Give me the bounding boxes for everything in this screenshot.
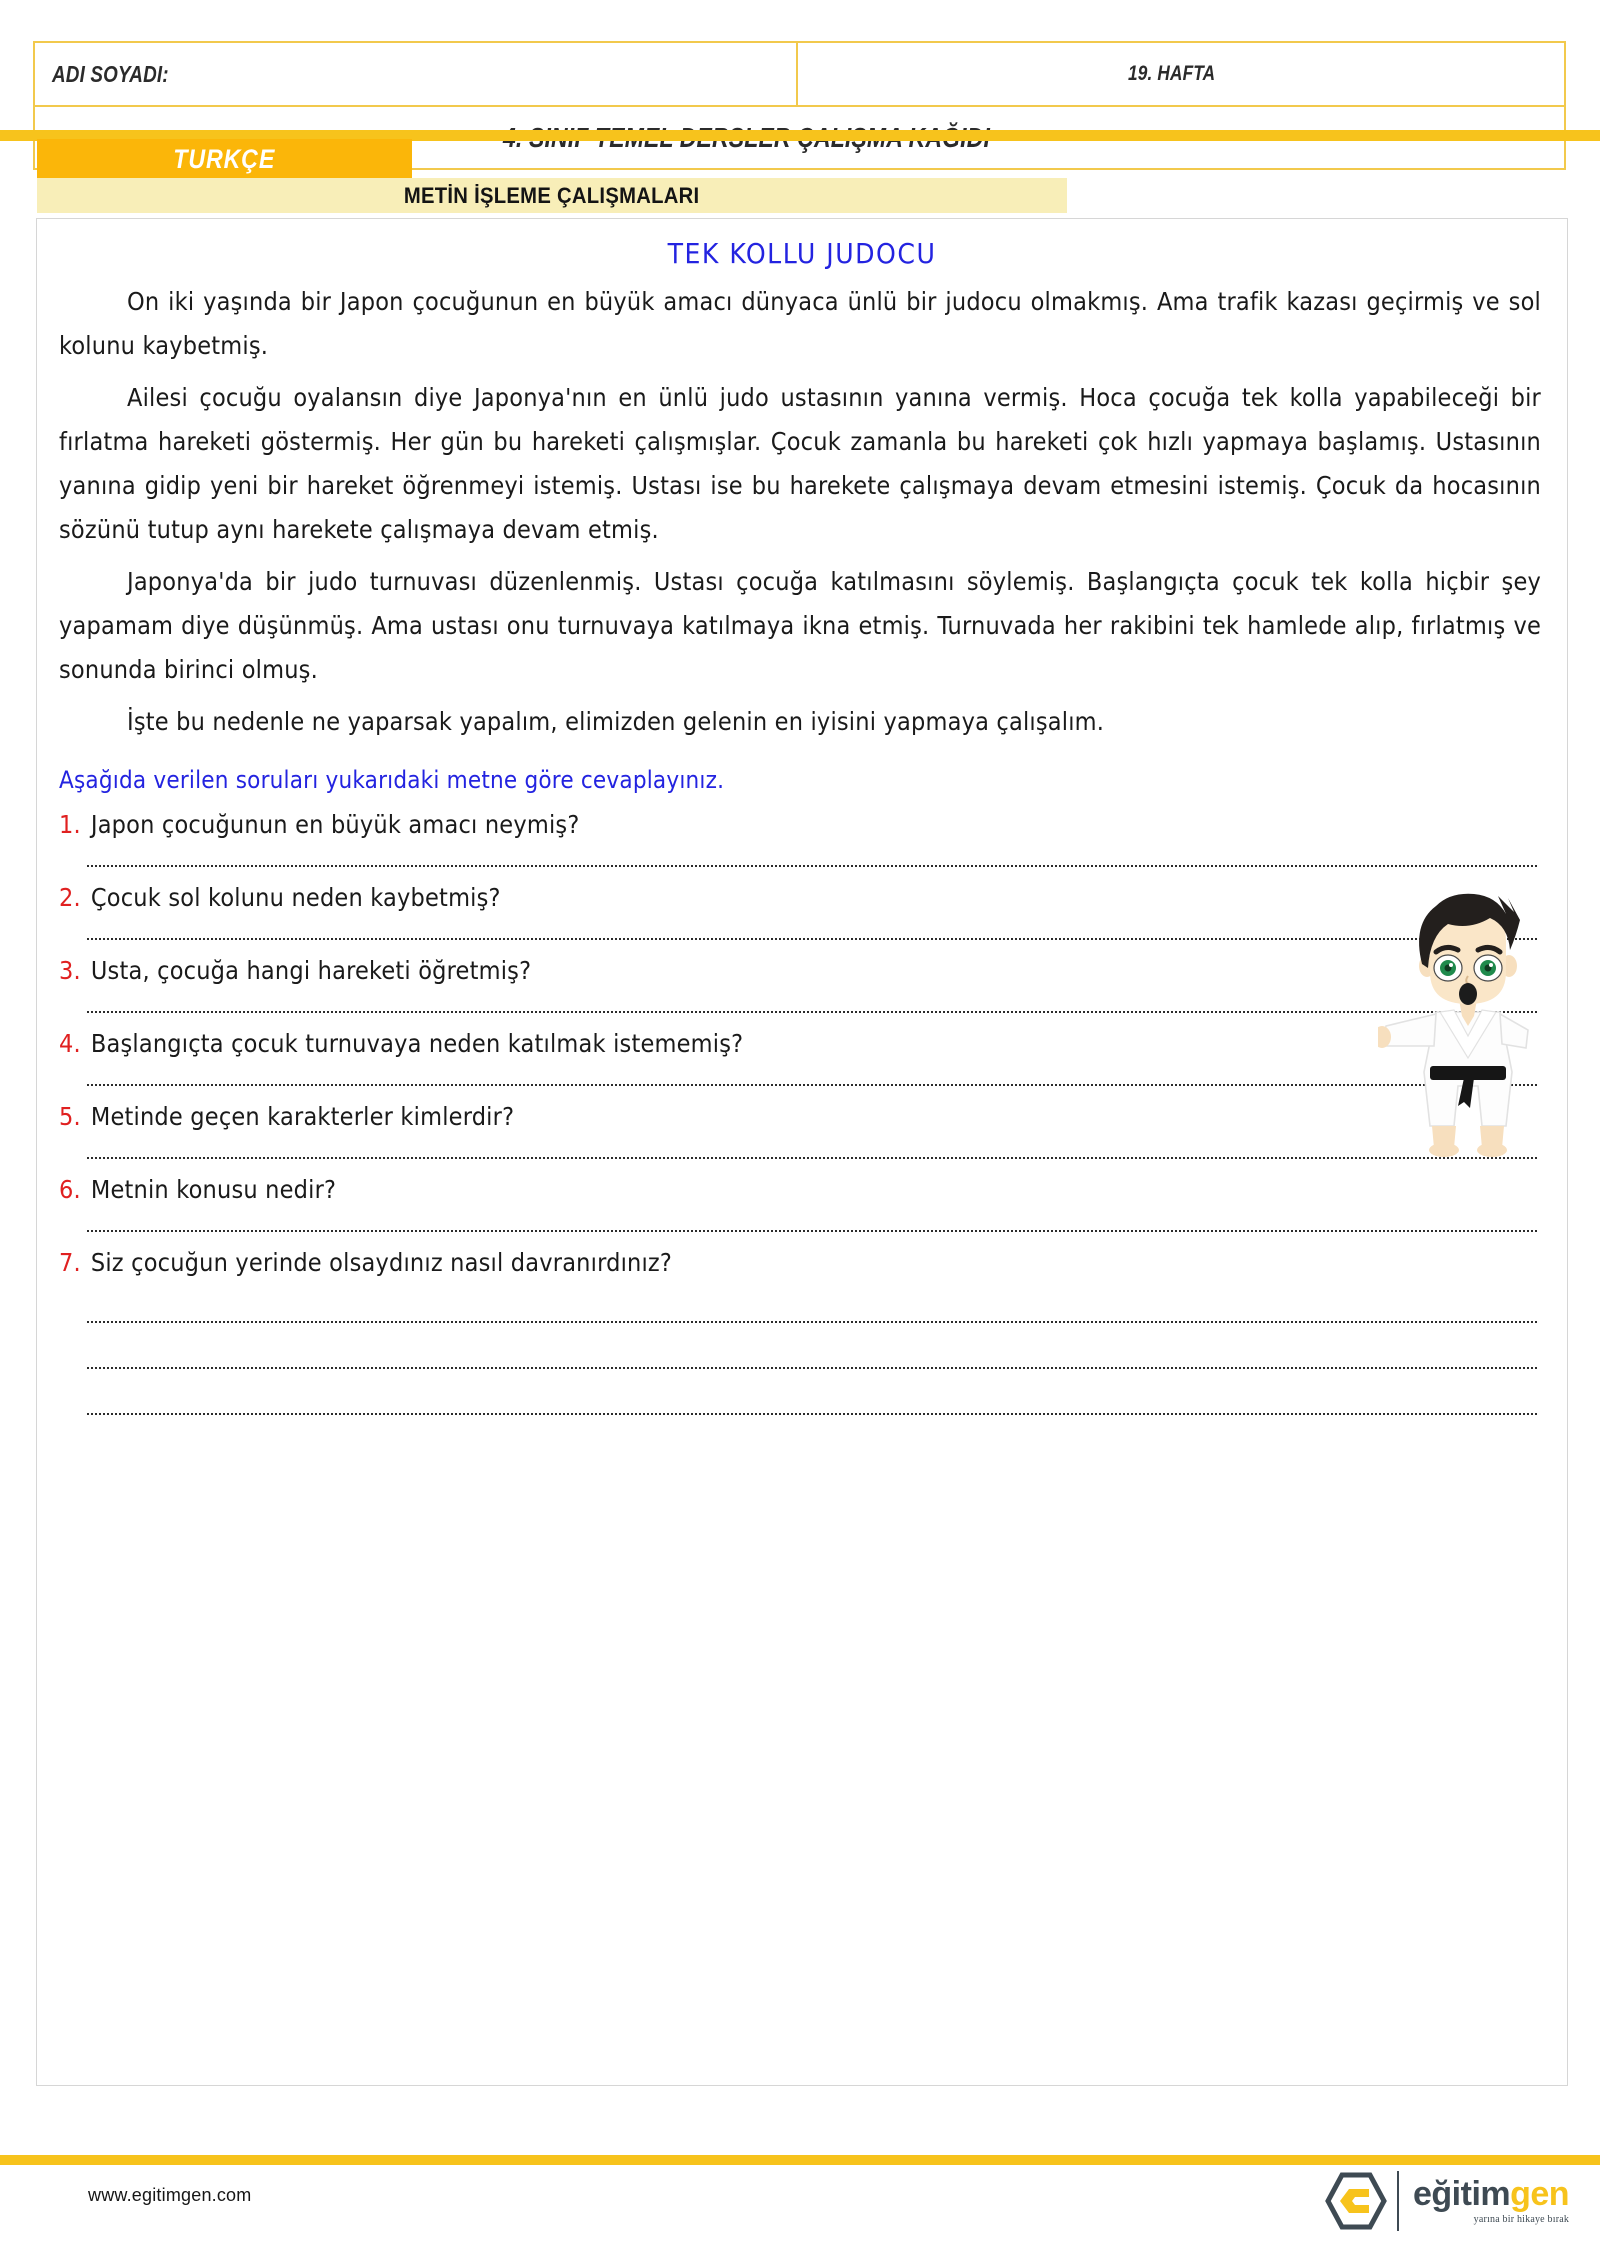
- question-text: Metnin konusu nedir?: [90, 1175, 337, 1204]
- logo-primary-text: eğitim: [1413, 2175, 1511, 2213]
- logo-tagline: yarına bir hikaye bırak: [1473, 2214, 1570, 2225]
- question-text: Çocuk sol kolunu neden kaybetmiş?: [90, 883, 501, 912]
- question-number: 6.: [59, 1175, 81, 1204]
- question-number: 7.: [59, 1248, 81, 1277]
- logo-wordmark: [1413, 2177, 1569, 2211]
- answer-line[interactable]: [87, 1230, 1537, 1232]
- activity-banner-label: METİN İŞLEME ÇALIŞMALARI: [404, 182, 700, 208]
- question-text: Japon çocuğunun en büyük amacı neymiş?: [90, 810, 580, 839]
- footer-divider-rule: [0, 2155, 1600, 2165]
- question-item: [59, 1248, 1541, 1415]
- answer-line[interactable]: [87, 1367, 1537, 1369]
- question-text: Usta, çocuğa hangi hareketi öğretmiş?: [90, 956, 532, 985]
- question-number: 2.: [59, 883, 81, 912]
- logo-secondary-text: gen: [1510, 2175, 1570, 2213]
- question-number: 1.: [59, 810, 81, 839]
- question-line: [59, 1175, 1541, 1204]
- question-number: 3.: [59, 956, 81, 985]
- question-text: Metinde geçen karakterler kimlerdir?: [90, 1102, 515, 1131]
- answer-line[interactable]: [87, 1413, 1537, 1415]
- question-line: [59, 883, 1541, 912]
- week-label: 19. HAFTA: [1127, 62, 1216, 85]
- subject-tab-label: TURKÇE: [173, 143, 276, 174]
- answer-line[interactable]: [87, 1011, 1537, 1013]
- question-item: [59, 956, 1541, 1013]
- instruction-text: Aşağıda verilen soruları yukarıdaki metne göre cevaplayınız.: [59, 766, 725, 794]
- answer-line[interactable]: [87, 865, 1537, 867]
- answer-line[interactable]: [87, 938, 1537, 940]
- activity-banner: [37, 178, 1067, 213]
- question-line: [59, 956, 1541, 985]
- question-item: [59, 1102, 1541, 1159]
- reading-title: TEK KOLLU JUDOCU: [667, 237, 937, 270]
- egitimgen-logo[interactable]: [1325, 2168, 1569, 2234]
- question-line: [59, 1029, 1541, 1058]
- question-item: [59, 1029, 1541, 1086]
- questions-list: [37, 810, 1567, 1415]
- header-row-name-week: [35, 43, 1564, 107]
- reading-passage: [37, 280, 1567, 744]
- question-number: 4.: [59, 1029, 81, 1058]
- answer-line[interactable]: [87, 1321, 1537, 1323]
- reading-paragraph: İşte bu nedenle ne yaparsak yapalım, elimizden gelenin en iyisini yapmaya çalışalım.: [127, 707, 1105, 736]
- question-item: [59, 810, 1541, 867]
- worksheet-content-box: [36, 218, 1568, 2086]
- logo-divider: [1397, 2171, 1399, 2231]
- answer-line[interactable]: [87, 1157, 1537, 1159]
- judo-boy-illustration: [1378, 880, 1558, 1160]
- question-item: [59, 1175, 1541, 1232]
- question-line: [59, 1248, 1541, 1277]
- question-number: 5.: [59, 1102, 81, 1131]
- subject-tab-turkce: [37, 139, 412, 179]
- reading-paragraph: On iki yaşında bir Japon çocuğunun en büyük amacı dünyaca ünlü bir judocu olmakmış. Ama trafik kazası geçirmiş ve sol kolunu kaybetmiş.: [59, 287, 1541, 360]
- logo-text-block: [1413, 2177, 1569, 2225]
- footer-website-url[interactable]: www.egitimgen.com: [88, 2185, 252, 2205]
- logo-hexagon-e-icon: [1325, 2172, 1387, 2230]
- question-text: Siz çocuğun yerinde olsaydınız nasıl davranırdınız?: [90, 1248, 673, 1277]
- name-label: ADI SOYADI:: [52, 60, 169, 87]
- question-item: [59, 883, 1541, 940]
- question-line: [59, 810, 1541, 839]
- name-field-cell[interactable]: [35, 43, 798, 105]
- answer-line[interactable]: [87, 1084, 1537, 1086]
- week-cell: [798, 43, 1564, 105]
- reading-paragraph: Ailesi çocuğu oyalansın diye Japonya'nın en ünlü judo ustasının yanına vermiş. Hoca çocuğa tek kolla yapabileceği bir fırlatma hareketi göstermiş. Her gün bu hareketi çalışmışlar. Çocuk zamanla bu hareketi çok hızlı yapmaya başlamış. Ustasının yanına gidip yeni bir hareket öğrenmeyi istemiş. Ustası ise bu harekete çalışmaya devam etmesini istemiş. Çocuk da hocasının sözünü tutup aynı harekete çalışmaya devam etmiş.: [59, 383, 1541, 544]
- question-text: Başlangıçta çocuk turnuvaya neden katılmak istememiş?: [90, 1029, 744, 1058]
- question-line: [59, 1102, 1541, 1131]
- reading-paragraph: Japonya'da bir judo turnuvası düzenlenmiş. Ustası çocuğa katılmasını söylemiş. Başlangıçta çocuk tek kolla hiçbir şey yapamam diye düşünmüş. Ama ustası onu turnuvaya katılmaya ikna etmiş. Turnuvada her rakibini tek hamlede alıp, fırlatmış ve sonunda birinci olmuş.: [59, 567, 1541, 684]
